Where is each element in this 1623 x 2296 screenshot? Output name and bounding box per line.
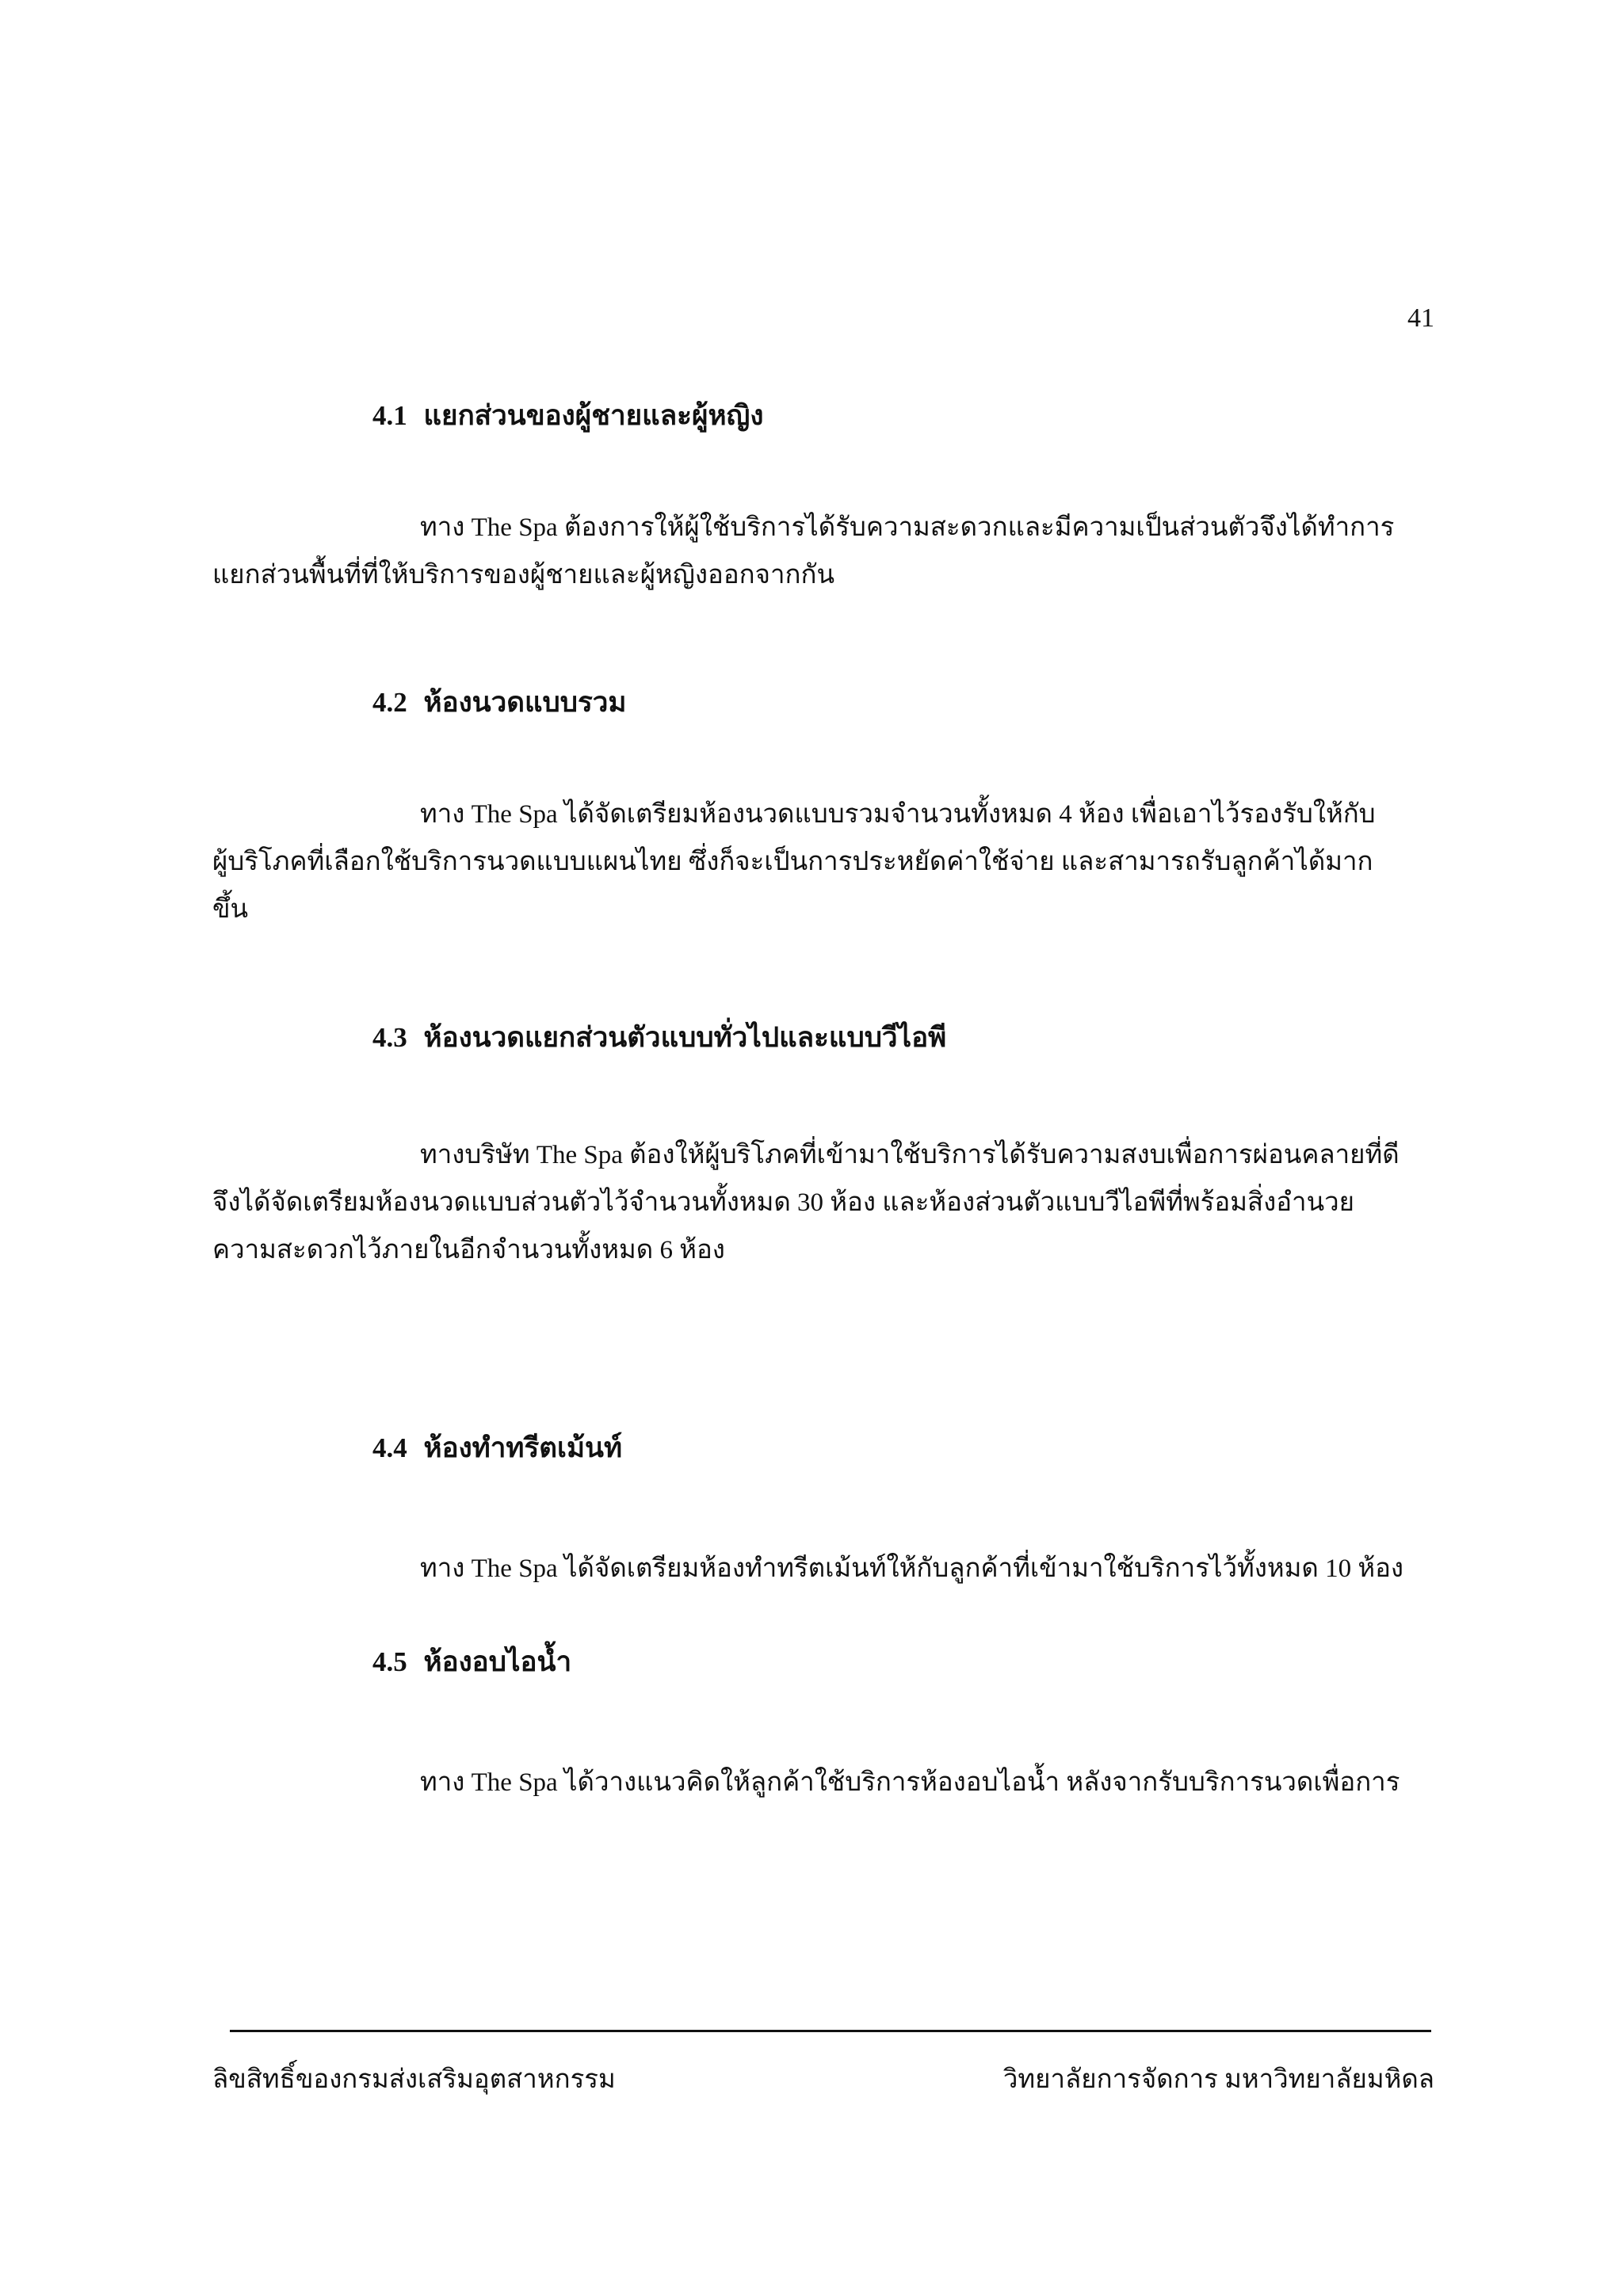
section-paragraph-4-4 (212, 1545, 1433, 1592)
section-title: ห้องอบไอน้ำ (423, 1646, 572, 1677)
section-number: 4.1 (372, 400, 407, 431)
paragraph-line: ความสะดวกไว้ภายในอีกจำนวนทั้งหมด 6 ห้อง (212, 1236, 725, 1264)
paragraph-line: แยกส่วนพื้นที่ที่ให้บริการของผู้ชายและผู้หญิงออกจากกัน (212, 561, 835, 589)
paragraph-line: ทาง The Spa ได้จัดเตรียมห้องทำทรีตเม้นท์ให้กับลูกค้าที่เข้ามาใช้บริการไว้ทั้งหมด 10 ห้อง (420, 1554, 1404, 1583)
footer-copyright: ลิขสิทธิ์ของกรมส่งเสริมอุตสาหกรรม (212, 2065, 616, 2094)
section-number: 4.2 (372, 687, 407, 718)
paragraph-line: ทางบริษัท The Spa ต้องให้ผู้บริโภคที่เข้ามาใช้บริการได้รับความสงบเพื่อการผ่อนคลายที่ดี (420, 1141, 1400, 1169)
paragraph-line: ทาง The Spa ได้วางแนวคิดให้ลูกค้าใช้บริการห้องอบไอน้ำ หลังจากรับบริการนวดเพื่อการ (420, 1768, 1400, 1797)
section-number: 4.5 (372, 1646, 407, 1677)
page-number: 41 (1407, 303, 1434, 333)
paragraph-line: จึงได้จัดเตรียมห้องนวดแบบส่วนตัวไว้จำนวนทั้งหมด 30 ห้อง และห้องส่วนตัวแบบวีไอพีที่พร้อมสิ่งอำนวย (212, 1188, 1354, 1217)
section-paragraph-4-1 (212, 504, 1433, 599)
section-title: ห้องทำทรีตเม้นท์ (423, 1432, 623, 1463)
paragraph-line: ผู้บริโภคที่เลือกใช้บริการนวดแบบแผนไทย ซึ่งก็จะเป็นการประหยัดค่าใช้จ่าย และสามารถรับลูกค้าได้มาก (212, 848, 1373, 876)
section-paragraph-4-2 (212, 791, 1433, 933)
section-heading-4-5 (372, 1642, 571, 1682)
section-number: 4.3 (372, 1022, 407, 1053)
paragraph-line: ทาง The Spa ได้จัดเตรียมห้องนวดแบบรวมจำนวนทั้งหมด 4 ห้อง เพื่อเอาไว้รองรับให้กับ (420, 800, 1376, 829)
section-paragraph-4-5 (212, 1759, 1433, 1806)
section-title: แยกส่วนของผู้ชายและผู้หญิง (423, 400, 764, 431)
section-paragraph-4-3 (212, 1131, 1433, 1274)
paragraph-line: ทาง The Spa ต้องการให้ผู้ใช้บริการได้รับความสะดวกและมีความเป็นส่วนตัวจึงได้ทำการ (420, 513, 1395, 542)
section-title: ห้องนวดแบบรวม (423, 687, 627, 718)
footer-divider (230, 2030, 1431, 2032)
section-heading-4-2 (372, 683, 627, 723)
footer-institution: วิทยาลัยการจัดการ มหาวิทยาลัยมหิดล (1002, 2065, 1434, 2094)
section-heading-4-4 (372, 1428, 622, 1468)
paragraph-line: ขึ้น (212, 895, 249, 924)
section-title: ห้องนวดแยกส่วนตัวแบบทั่วไปและแบบวีไอพี (423, 1022, 947, 1053)
section-heading-4-3 (372, 1018, 946, 1058)
section-heading-4-1 (372, 396, 763, 436)
section-number: 4.4 (372, 1432, 407, 1463)
